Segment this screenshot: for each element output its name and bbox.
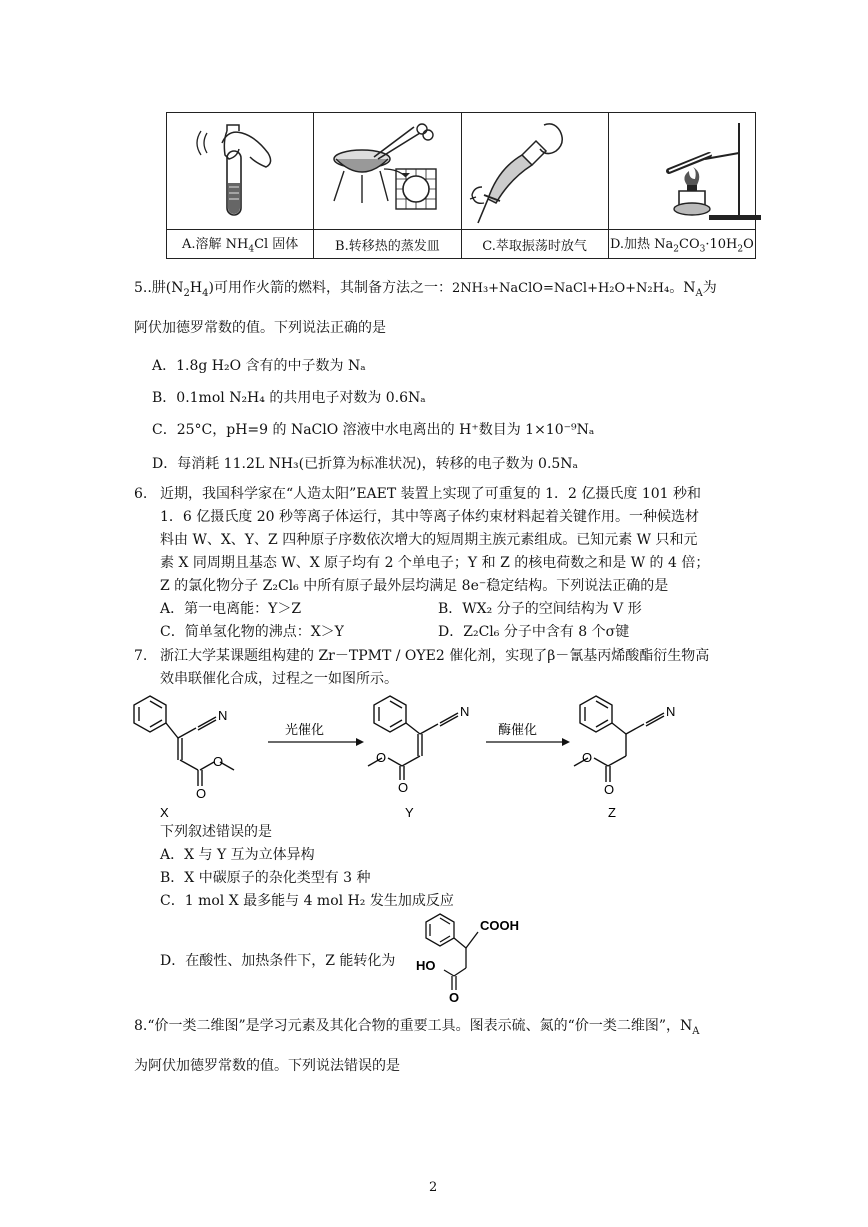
panel-a-drawing xyxy=(167,113,314,230)
x-carbonyl-o: O xyxy=(196,786,207,801)
z-ester-o: O xyxy=(582,750,593,765)
q6-line-1: 近期，我国科学家在“人造太阳”EAET 装置上实现了可重复的 1．2 亿摄氏度 101 秒和 xyxy=(160,486,701,502)
y-carbonyl-o: O xyxy=(398,780,409,795)
arrow-2-label: 酶催化 xyxy=(498,722,538,737)
q5-equation: 2NH₃+NaClO=NaCl+H₂O+N₂H₄ xyxy=(451,281,670,296)
q8-line-2: 为阿伏加德罗常数的值。下列说法错误的是 xyxy=(134,1058,400,1074)
reaction-arrow-1-head xyxy=(356,738,364,746)
molecule-y-structure xyxy=(368,696,458,780)
lab-apparatus-figure xyxy=(166,112,756,259)
q6-line-4: 素 X 同周期且基态 W、X 原子均有 2 个单电子；Y 和 Z 的核电荷数之和是 W 的 4 倍； xyxy=(160,555,710,571)
q7-option-b: B．X 中碳原子的杂化类型有 3 种 xyxy=(160,870,371,886)
label-z: Z xyxy=(608,805,616,820)
q7-option-d: D．在酸性、加热条件下，Z 能转化为 xyxy=(160,953,396,969)
q6-option-d: D．Z₂Cl₆ 分子中含有 8 个σ键 xyxy=(438,624,630,640)
q7-option-a: A．X 与 Y 互为立体异构 xyxy=(160,847,315,863)
q5-stem-line2: 阿伏加德罗常数的值。下列说法正确的是 xyxy=(134,320,386,336)
crucible-tongs-evaporating-dish-icon xyxy=(314,113,450,229)
q7-option-c: C．1 mol X 最多能与 4 mol H₂ 发生加成反应 xyxy=(160,893,454,909)
q5-option-c: C．25°C，pH=9 的 NaClO 溶液中水电离出的 H⁺数目为 1×10⁻⁹Nₐ xyxy=(152,422,595,438)
q5-option-a: A．1.8g H₂O 含有的中子数为 Nₐ xyxy=(152,358,366,374)
q5-option-d: D．每消耗 11.2L NH₃(已折算为标准状况)，转移的电子数为 0.5Nₐ xyxy=(152,456,578,472)
option-d-ho: HO xyxy=(416,958,436,973)
q6-option-b: B．WX₂ 分子的空间结构为 V 形 xyxy=(438,601,642,617)
panel-b-drawing xyxy=(314,113,461,230)
q7-number: 7. xyxy=(134,648,148,664)
page-number: 2 xyxy=(429,1180,438,1195)
q7-option-d-structure xyxy=(414,910,554,1006)
arrow-1-label: 光催化 xyxy=(285,722,325,737)
panel-b-caption: B.转移热的蒸发皿 xyxy=(314,230,461,259)
molecule-z-structure xyxy=(574,696,664,782)
q6-number: 6. xyxy=(134,486,148,502)
y-ester-o: O xyxy=(376,750,387,765)
q5-stem-line1: 5..肼$(N_2H_4)$可用作火箭的燃料，其制备方法之一：2NH₃+NaClO=NaCl+H₂O+N₂H₄。$N_A$为 xyxy=(134,280,717,299)
q6-line-5: Z 的氯化物分子 Z₂Cl₆ 中所有原子最外层均满足 8e⁻稳定结构。下列说法正确的是 xyxy=(160,578,669,594)
label-y: Y xyxy=(405,805,414,820)
label-x: X xyxy=(160,805,169,820)
reaction-arrow-2-head xyxy=(562,738,570,746)
iron-stand-heating-icon xyxy=(609,113,779,229)
q6-line-2: 1．6 亿摄氏度 20 秒等离子体运行，其中等离子体约束材料起着关键作用。一种候选材 xyxy=(160,509,699,525)
q6-option-c: C．简单氢化物的沸点：X＞Y xyxy=(160,624,344,640)
q6-option-a: A．第一电离能：Y＞Z xyxy=(160,601,302,617)
panel-d-caption: D.加热 $Na_2CO_3\cdot 10H_2O$ xyxy=(608,230,755,259)
panel-a-caption: A.溶解 $NH_4Cl$ 固体 xyxy=(167,230,314,259)
option-d-o: O xyxy=(449,990,460,1005)
x-nitrile-n: N xyxy=(218,708,228,723)
z-nitrile-n: N xyxy=(666,704,676,719)
test-tube-shaking-icon xyxy=(167,113,313,229)
panel-d-drawing xyxy=(608,113,755,230)
q5-option-b: B．0.1mol N₂H₄ 的共用电子对数为 0.6Nₐ xyxy=(152,390,426,406)
panel-c-caption: C.萃取振荡时放气 xyxy=(461,230,608,259)
z-carbonyl-o: O xyxy=(604,782,615,797)
y-nitrile-n: N xyxy=(460,704,470,719)
separatory-funnel-icon xyxy=(462,113,596,229)
x-ester-o: O xyxy=(213,754,224,769)
option-d-cooh: COOH xyxy=(480,918,519,933)
q7-line-1: 浙江大学某课题组构建的 Zr－TPMT / OYE2 催化剂，实现了β－氰基丙烯酸酯衍生物高 xyxy=(160,648,710,664)
q7-reaction-scheme xyxy=(120,690,720,820)
panel-c-drawing xyxy=(461,113,608,230)
q8-line-1: 8.“价一类二维图”是学习元素及其化合物的重要工具。图表示硫、氮的“价一类二维图”，$N_A$ xyxy=(134,1018,700,1037)
q7-line-2: 效串联催化合成，过程之一如图所示。 xyxy=(160,671,398,687)
q7-prompt: 下列叙述错误的是 xyxy=(160,824,272,840)
q6-line-3: 料由 W、X、Y、Z 四种原子序数依次增大的短周期主族元素组成。已知元素 W 只和元 xyxy=(160,532,698,548)
